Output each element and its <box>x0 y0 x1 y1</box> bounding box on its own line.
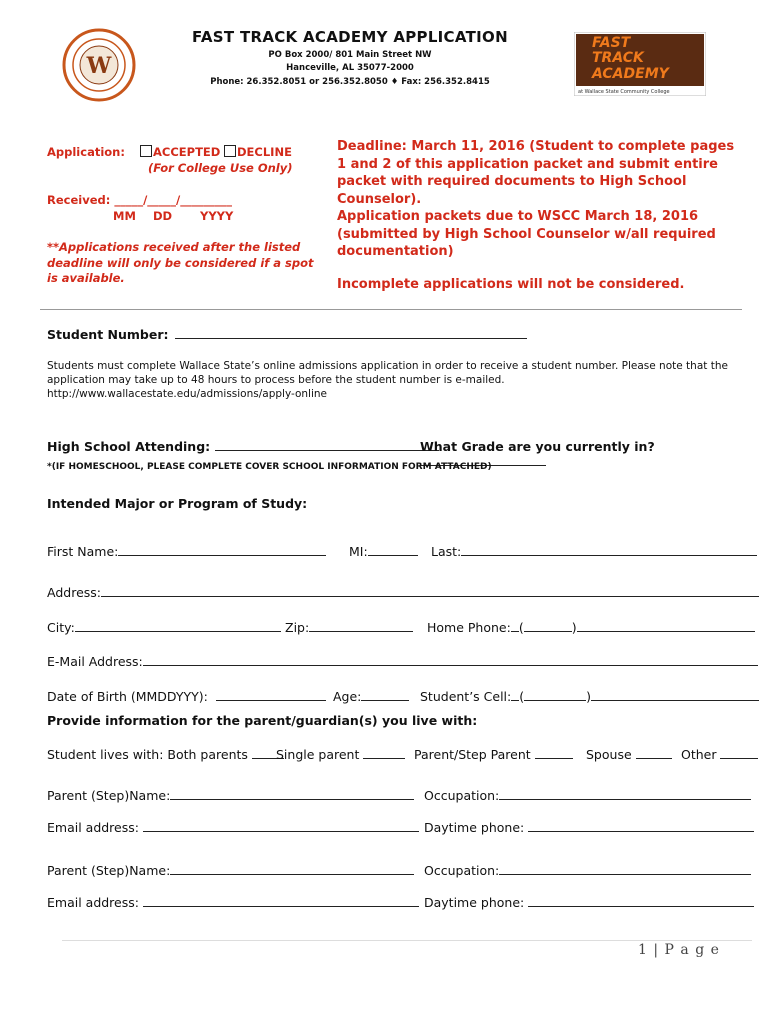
mi-label: MI: <box>349 544 368 559</box>
both-parents-label: Student lives with: Both parents <box>47 747 248 762</box>
mi-row <box>349 544 418 559</box>
city-row <box>47 620 281 635</box>
parent-1-occupation-field[interactable] <box>499 788 751 800</box>
late-applications-note: **Applications received after the listed deadline will only be considered if a spot is available. <box>47 240 314 285</box>
student-number-label: Student Number: <box>47 327 169 342</box>
logo-text-1: FAST <box>592 35 631 51</box>
address-line-1: PO Box 2000/ 801 Main Street NW <box>268 50 432 60</box>
lives-with-row <box>47 747 284 762</box>
grade-label: What Grade are you currently in? <box>420 439 655 454</box>
parent-2-email-row <box>47 895 419 910</box>
parent-info-heading: Provide information for the parent/guardian(s) you live with: <box>47 713 478 728</box>
home-phone-label: Home Phone: <box>427 620 511 635</box>
parent-2-occupation-field[interactable] <box>499 863 751 875</box>
decline-checkbox[interactable] <box>224 145 236 157</box>
parent-2-occupation-label: Occupation: <box>424 863 500 878</box>
age-row <box>333 689 409 704</box>
logo-text-2: TRACK <box>592 50 644 66</box>
first-name-field[interactable] <box>118 544 326 556</box>
home-phone-area-code[interactable] <box>524 620 572 632</box>
parent-2-phone-label: Daytime phone: <box>424 895 525 910</box>
parent-1-phone-field[interactable] <box>528 820 754 832</box>
parent-1-occupation-label: Occupation: <box>424 788 500 803</box>
step-parent-row <box>414 747 573 762</box>
first-name-row <box>47 544 326 559</box>
step-parent-field[interactable] <box>535 747 573 759</box>
address-row <box>47 585 759 600</box>
cell-label: Student’s Cell: <box>420 689 512 704</box>
parent-1-occupation-row <box>424 788 751 803</box>
apply-online-link[interactable]: http://www.wallacestate.edu/admissions/apply-online <box>47 388 327 400</box>
seal-letter: W <box>86 53 112 79</box>
zip-label: Zip: <box>285 620 310 635</box>
other-label: Other <box>681 747 717 762</box>
dob-row <box>47 689 326 704</box>
age-label: Age: <box>333 689 362 704</box>
single-parent-label: Single parent <box>276 747 360 762</box>
application-label: Application: <box>47 145 125 159</box>
email-row <box>47 654 758 669</box>
parent-2-phone-row <box>424 895 754 910</box>
parent-1-phone-row <box>424 820 754 835</box>
last-name-row <box>431 544 757 559</box>
cell-field[interactable] <box>591 689 759 701</box>
email-field[interactable] <box>143 654 758 666</box>
homeschool-note: *(IF HOMESCHOOL, PLEASE COMPLETE COVER SCHOOL INFORMATION FORM ATTACHED) <box>47 462 492 472</box>
mi-field[interactable] <box>368 544 418 556</box>
parent-1-email-label: Email address: <box>47 820 139 835</box>
page-title: FAST TRACK ACADEMY APPLICATION <box>192 28 508 46</box>
student-number-instructions: Students must complete Wallace State’s online admissions application in order to receive a student number. Please note that the application may take up to 48 hours to process before the student number is e-mailed. <box>47 360 728 386</box>
home-phone-row: Home Phone: ( ) <box>427 620 755 635</box>
accepted-label: ACCEPTED <box>153 145 221 159</box>
high-school-field[interactable] <box>215 439 439 451</box>
accepted-option[interactable] <box>140 145 220 159</box>
section-divider <box>40 309 742 310</box>
other-row <box>681 747 758 762</box>
student-number-field[interactable] <box>175 327 527 339</box>
accepted-checkbox[interactable] <box>140 145 152 157</box>
address-label: Address: <box>47 585 101 600</box>
single-parent-row <box>276 747 405 762</box>
city-field[interactable] <box>75 620 281 632</box>
address-field[interactable] <box>101 585 759 597</box>
parent-1-email-field[interactable] <box>143 820 419 832</box>
logo-subtext: at Wallace State Community College <box>578 89 670 95</box>
parent-2-email-field[interactable] <box>143 895 419 907</box>
other-field[interactable] <box>720 747 758 759</box>
step-parent-label: Parent/Step Parent <box>414 747 531 762</box>
parent-1-phone-label: Daytime phone: <box>424 820 525 835</box>
page-number: 1 | P a g e <box>638 942 720 958</box>
received-yyyy: YYYY <box>200 209 234 223</box>
age-field[interactable] <box>361 689 409 701</box>
student-number-row <box>47 327 527 342</box>
high-school-label: High School Attending <box>47 439 206 454</box>
parent-2-phone-field[interactable] <box>528 895 754 907</box>
college-use-note: (For College Use Only) <box>148 161 293 175</box>
spouse-row <box>586 747 672 762</box>
received-line[interactable]: Received: _____/_____/_________ <box>47 193 232 207</box>
dob-field[interactable] <box>216 689 326 701</box>
high-school-row: High School Attending: <box>47 439 439 454</box>
incomplete-warning: Incomplete applications will not be considered. <box>337 277 685 292</box>
zip-field[interactable] <box>309 620 413 632</box>
dob-label: Date of Birth (MMDDYYY): <box>47 689 208 704</box>
received-dd: DD <box>153 209 173 223</box>
parent-1-name-field[interactable] <box>170 788 414 800</box>
fast-track-logo <box>574 32 706 96</box>
parent-1-name-label: Parent (Step)Name: <box>47 788 171 803</box>
cell-area-code[interactable] <box>524 689 586 701</box>
decline-label: DECLINE <box>237 145 292 159</box>
address-line-2: Hanceville, AL 35077-2000 <box>286 63 414 73</box>
zip-row <box>285 620 413 635</box>
parent-2-email-label: Email address: <box>47 895 139 910</box>
received-mm: MM <box>113 209 136 223</box>
parent-1-name-row <box>47 788 414 803</box>
spouse-field[interactable] <box>636 747 672 759</box>
decline-option[interactable] <box>224 145 292 159</box>
intended-major-label: Intended Major or Program of Study: <box>47 496 308 511</box>
spouse-label: Spouse <box>586 747 632 762</box>
parent-2-name-row <box>47 863 414 878</box>
footer-divider <box>62 940 752 941</box>
city-label: City: <box>47 620 75 635</box>
last-name-label: Last: <box>431 544 462 559</box>
first-name-label: First Name: <box>47 544 119 559</box>
phone-line: Phone: 26.352.8051 or 256.352.8050 ♦ Fax: 256.352.8415 <box>210 77 490 87</box>
parent-1-email-row <box>47 820 419 835</box>
parent-2-name-field[interactable] <box>170 863 414 875</box>
cell-row: Student’s Cell: ( ) <box>420 689 759 704</box>
parent-2-occupation-row <box>424 863 751 878</box>
email-label: E-Mail Address: <box>47 654 143 669</box>
single-parent-field[interactable] <box>363 747 405 759</box>
last-name-field[interactable] <box>461 544 757 556</box>
deadline-text: Deadline: March 11, 2016 (Student to complete pages 1 and 2 of this application packet and submit entire packet with required documents to High School Counselor). <box>337 139 735 207</box>
home-phone-field[interactable] <box>577 620 755 632</box>
parent-2-name-label: Parent (Step)Name: <box>47 863 171 878</box>
due-date-text: Application packets due to WSCC March 18, 2016 (submitted by High School Counselor w/all required documentation) <box>337 209 716 259</box>
logo-text-3: ACADEMY <box>592 66 669 82</box>
